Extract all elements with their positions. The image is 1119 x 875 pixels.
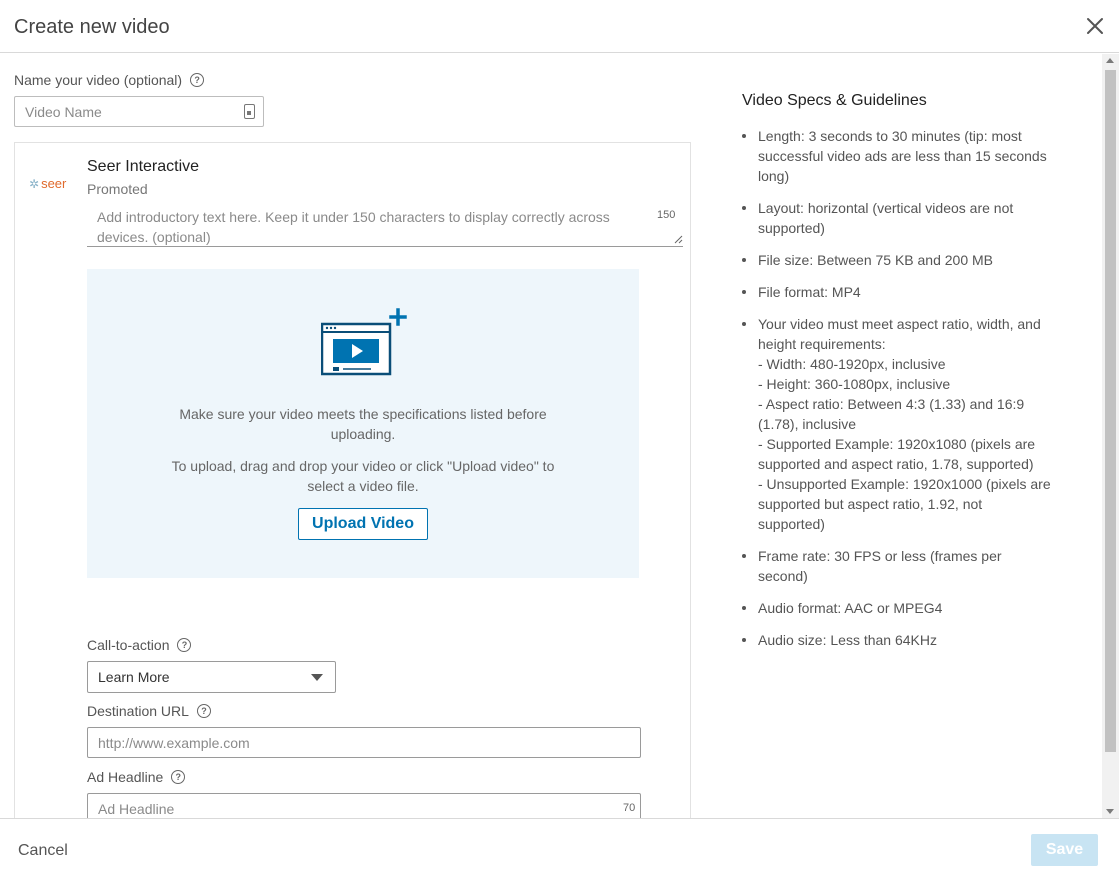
video-upload-dropzone[interactable]	[87, 269, 639, 578]
upload-instructions-specs: Make sure your video meets the specifications listed before uploading.	[179, 406, 547, 442]
spec-subitem: - Width: 480-1920px, inclusive	[758, 356, 946, 372]
spec-item: Length: 3 seconds to 30 minutes (tip: most successful video ads are less than 15 seconds long)	[742, 126, 1052, 186]
question-circle-icon[interactable]: ?	[190, 73, 204, 87]
question-circle-icon[interactable]: ?	[171, 770, 185, 784]
close-icon[interactable]	[1083, 14, 1107, 38]
spec-item: Audio size: Less than 64KHz	[742, 630, 1052, 650]
upload-instructions-drag: To upload, drag and drop your video or click "Upload video" to select a video file.	[171, 458, 555, 494]
save-button[interactable]: Save	[1031, 834, 1098, 866]
ad-headline-input[interactable]	[87, 793, 641, 818]
spec-item: File size: Between 75 KB and 200 MB	[742, 250, 1052, 270]
spec-item-aspect	[742, 314, 1052, 534]
spec-subitem: - Aspect ratio: Between 4:3 (1.33) and 16:9 (1.78), inclusive	[758, 396, 1025, 432]
spec-item: File format: MP4	[742, 282, 1052, 302]
dialog-title: Create new video	[14, 16, 170, 38]
question-circle-icon[interactable]: ?	[197, 704, 211, 718]
question-circle-icon[interactable]: ?	[177, 638, 191, 652]
ad-headline-label: Ad Headline ?	[87, 769, 185, 785]
scroll-up-arrow-icon[interactable]	[1106, 58, 1114, 63]
specs-list	[742, 126, 1052, 650]
resize-handle-icon[interactable]	[674, 235, 683, 244]
headline-char-count: 70	[623, 802, 636, 814]
dialog-header	[0, 0, 1119, 53]
spec-item: Audio format: AAC or MPEG4	[742, 598, 1052, 618]
video-name-label: Name your video (optional) ?	[14, 72, 204, 88]
promoted-label: Promoted	[87, 181, 148, 197]
destination-url-label: Destination URL ?	[87, 703, 211, 719]
scroll-down-arrow-icon[interactable]	[1106, 809, 1114, 814]
video-specs-panel	[742, 92, 1052, 662]
scrollbar-thumb[interactable]	[1105, 70, 1116, 752]
specs-title: Video Specs & Guidelines	[742, 92, 927, 109]
dialog-body	[0, 54, 1102, 818]
intro-char-count: 150	[657, 209, 676, 221]
vertical-scrollbar[interactable]	[1102, 54, 1119, 818]
seer-logo-icon: ✲	[29, 176, 40, 191]
upload-video-button[interactable]: Upload Video	[298, 508, 428, 540]
spec-item: Layout: horizontal (vertical videos are not supported)	[742, 198, 1052, 238]
ad-preview-card	[14, 142, 691, 818]
cancel-button[interactable]: Cancel	[18, 842, 68, 859]
spec-item-text: Your video must meet aspect ratio, width, and height requirements:	[758, 316, 1041, 352]
company-logo: ✲ seer	[29, 176, 67, 191]
spec-subitem: - Height: 360-1080px, inclusive	[758, 376, 951, 392]
intro-text-input[interactable]	[87, 205, 683, 247]
cta-selected-value: Learn More	[98, 669, 170, 685]
cta-label: Call-to-action ?	[87, 637, 191, 653]
dialog-footer	[0, 818, 1119, 875]
video-upload-icon	[321, 307, 411, 379]
cta-dropdown[interactable]	[87, 661, 336, 693]
caret-down-icon	[311, 674, 323, 681]
contact-card-icon	[244, 104, 255, 119]
spec-item: Frame rate: 30 FPS or less (frames per second)	[742, 546, 1052, 586]
spec-subitem: - Supported Example: 1920x1080 (pixels are supported and aspect ratio, 1.78, supported)	[758, 436, 1036, 472]
spec-subitem: - Unsupported Example: 1920x1000 (pixels are supported but aspect ratio, 1.92, not supported)	[758, 476, 1051, 532]
company-name: Seer Interactive	[87, 158, 200, 175]
destination-url-input[interactable]	[87, 727, 641, 758]
video-name-input[interactable]	[14, 96, 264, 127]
